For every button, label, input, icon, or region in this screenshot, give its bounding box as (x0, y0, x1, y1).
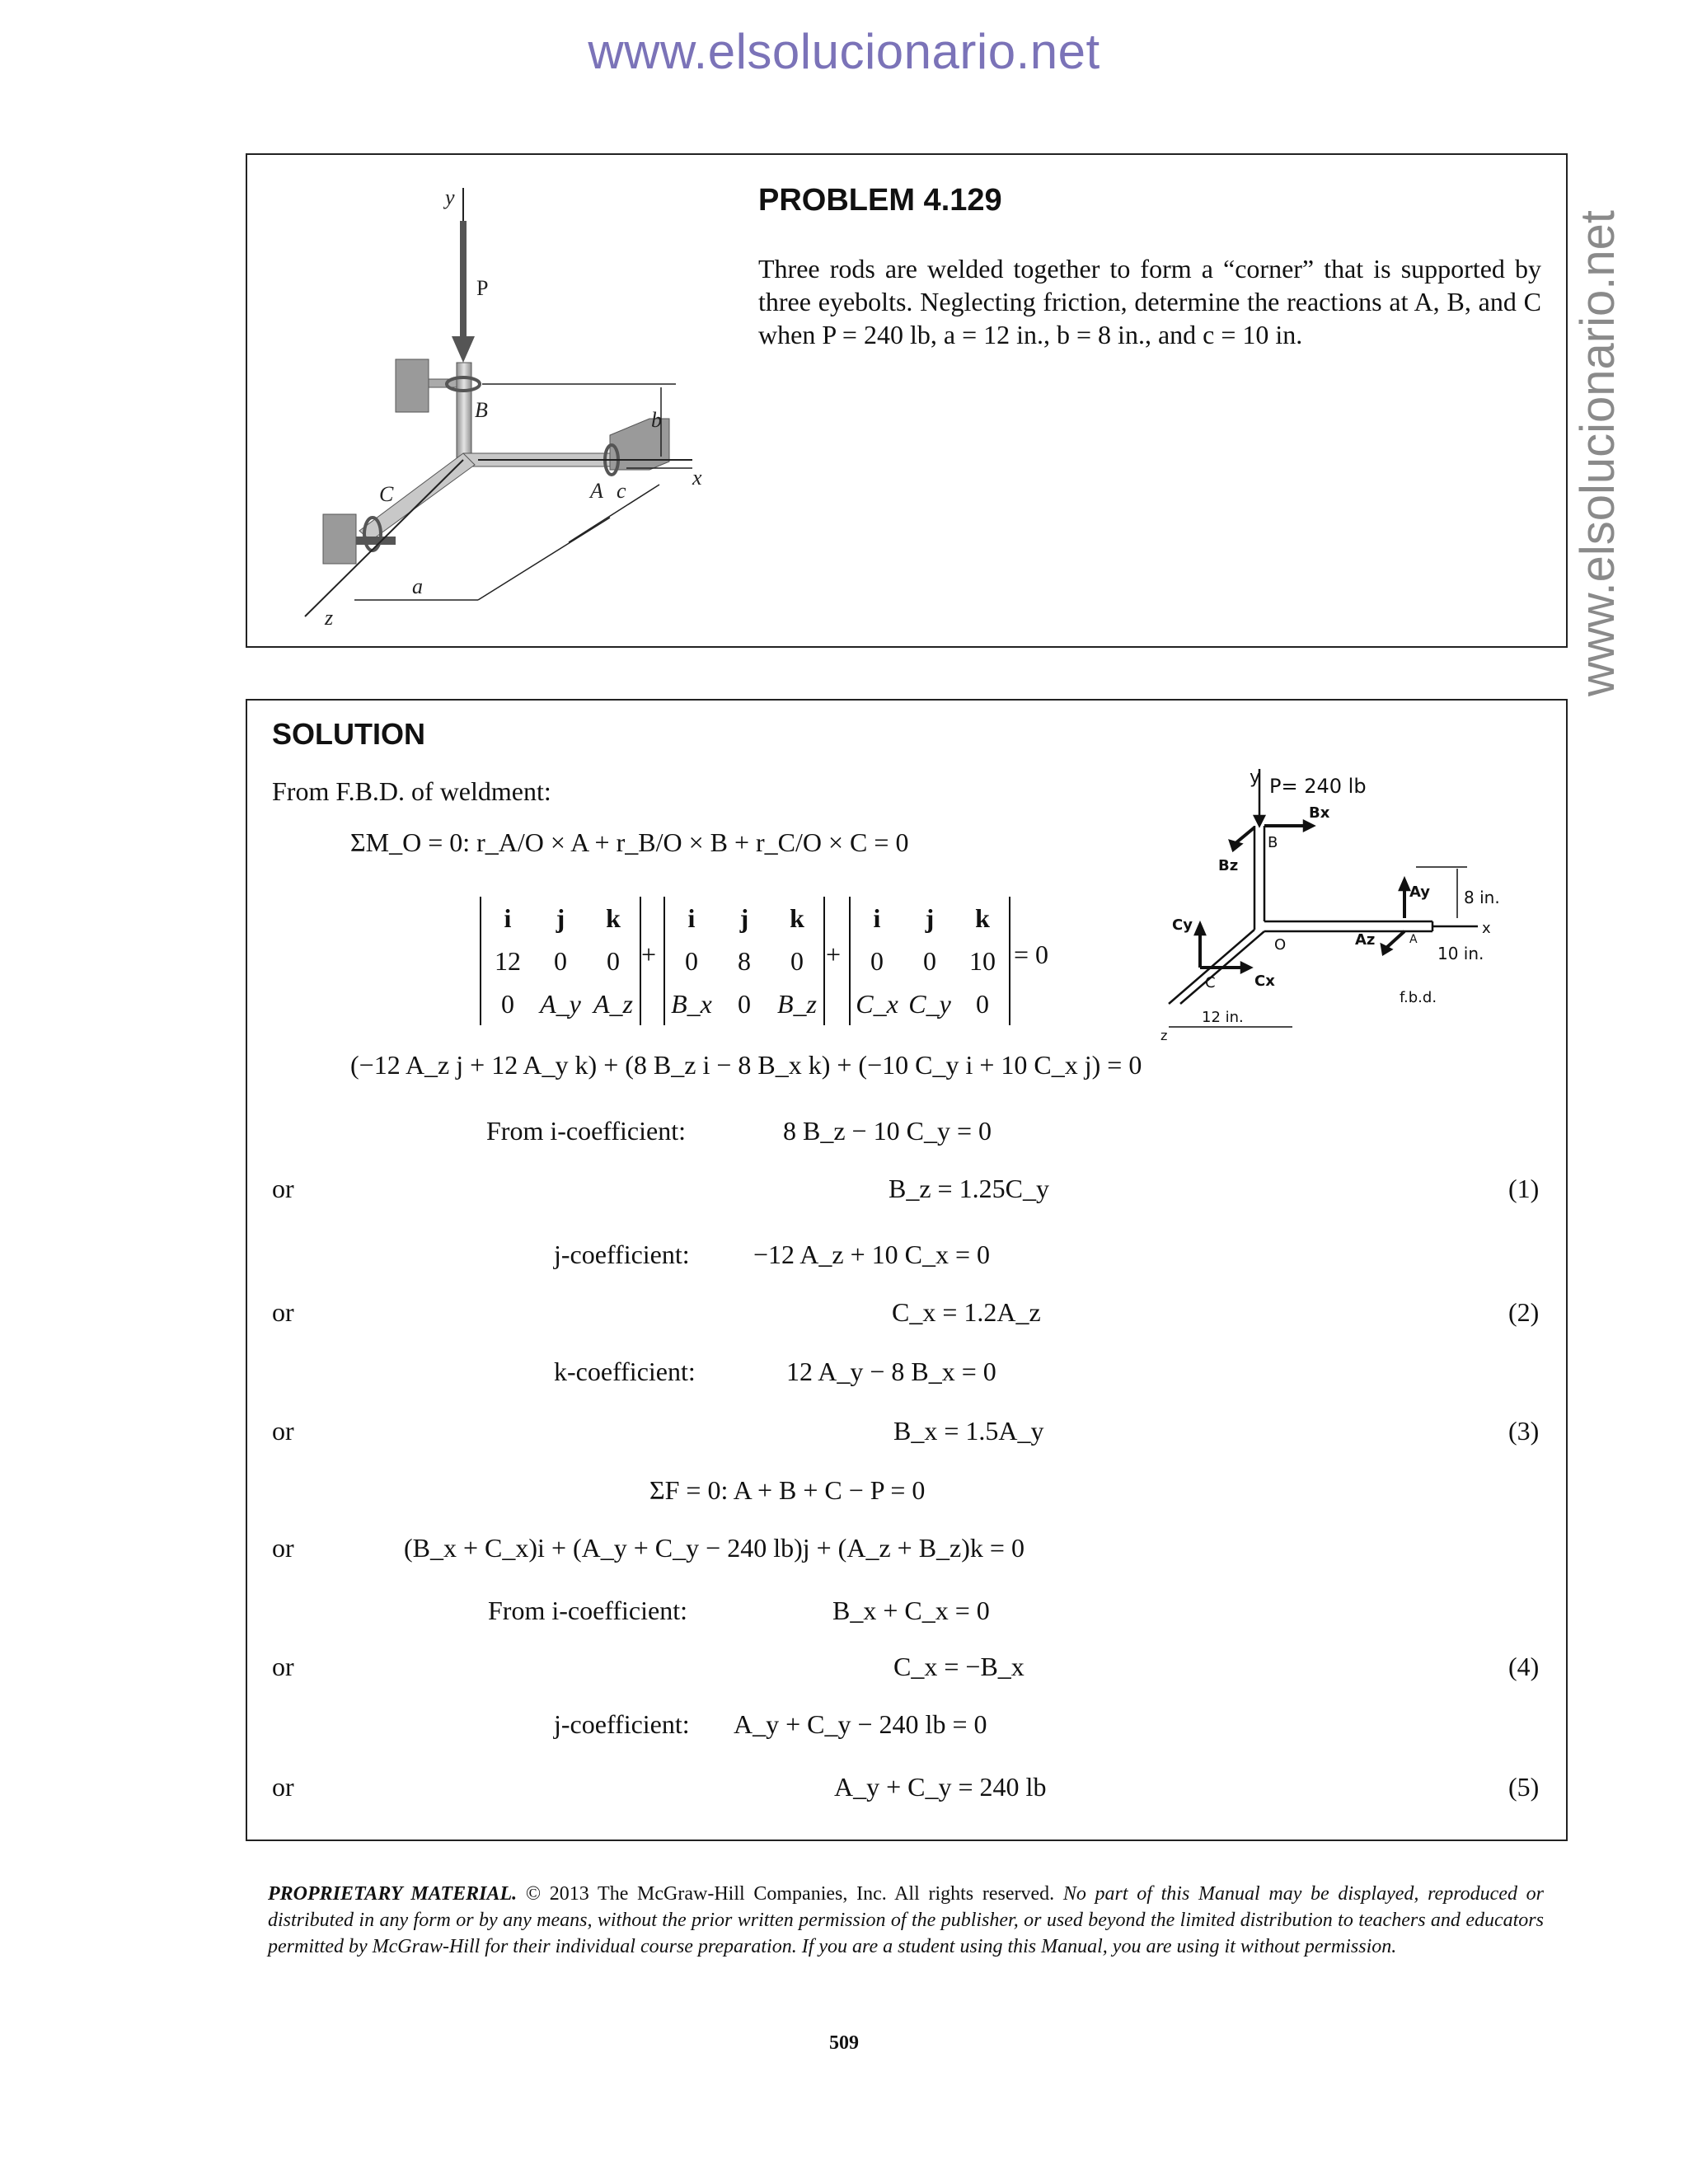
fbd-label-Cx: Cx (1254, 972, 1275, 990)
or-label: or (272, 1652, 294, 1681)
fig-label-A: A (590, 479, 603, 503)
footer-bold-lead: PROPRIETARY MATERIAL. (268, 1883, 518, 1905)
force-equation: ΣF = 0: A + B + C − P = 0 (649, 1475, 926, 1505)
solution-intro: From F.B.D. of weldment: (272, 776, 551, 806)
det1-cell: k (606, 902, 621, 933)
det1-cell: A_y (540, 988, 581, 1019)
or-label: or (272, 1174, 294, 1203)
watermark-side: www.elsolucionario.net (1571, 210, 1625, 696)
det3-cell: C_x (856, 988, 898, 1019)
det1-cell: 0 (607, 945, 620, 976)
det-op-2: + (826, 940, 842, 969)
step-label: k-coefficient: (554, 1357, 696, 1386)
det3-cell: k (975, 902, 990, 933)
det-op-1: + (641, 940, 657, 969)
det2-cell: i (687, 902, 696, 933)
step-label: From i-coefficient: (486, 1116, 686, 1146)
step-equation: (B_x + C_x)i + (A_y + C_y − 240 lb)j + (A_z + B_z)k = 0 (404, 1533, 1025, 1563)
fig-label-b: b (651, 408, 662, 432)
or-label: or (272, 1533, 294, 1563)
fbd-label-Cy: Cy (1172, 916, 1193, 934)
equation-number: (4) (1508, 1652, 1540, 1681)
det3-cell: 0 (923, 945, 936, 976)
det3-cell: C_y (908, 988, 951, 1019)
fbd-label-fbd: f.b.d. (1400, 989, 1437, 1006)
problem-figure (280, 171, 742, 633)
det2-cell: 0 (790, 945, 804, 976)
step-equation: C_x = 1.2A_z (892, 1297, 1041, 1327)
det3-cell: 10 (969, 945, 996, 976)
det1-cell: A_z (593, 988, 633, 1019)
det2-cell: 0 (738, 988, 751, 1019)
determinant-2 (663, 897, 825, 1025)
step-equation: B_z = 1.25C_y (889, 1174, 1049, 1203)
det1-cell: 0 (554, 945, 567, 976)
det2-cell: 0 (685, 945, 698, 976)
fbd-sketch (1152, 765, 1507, 1043)
fig-label-c: c (617, 479, 626, 503)
det1-cell: 12 (495, 945, 521, 976)
det2-cell: B_x (671, 988, 712, 1019)
det3-cell: 0 (870, 945, 884, 976)
problem-title: PROBLEM 4.129 (758, 183, 1002, 218)
step-equation: B_x = 1.5A_y (893, 1416, 1044, 1446)
fig-label-B: B (475, 398, 488, 422)
equation-number: (1) (1508, 1174, 1540, 1203)
step-equation: −12 A_z + 10 C_x = 0 (753, 1240, 991, 1269)
det2-cell: B_z (777, 988, 817, 1019)
equation-number: (3) (1508, 1416, 1540, 1446)
fbd-label-x: x (1482, 920, 1491, 937)
fig-label-x: x (692, 466, 702, 490)
footer-notice-text: No part of this Manual may be displayed, reproduced or distributed in any form or by any means, without the prior written permission of the publisher, or used beyond the limited distribution to teachers and educators permitted by McGraw-Hill for their individual course preparation. If you are a student using this Manual, you are using it without permission. (268, 1883, 1544, 1957)
step-label: j-coefficient: (554, 1240, 690, 1269)
det3-cell: 0 (976, 988, 989, 1019)
step-equation: C_x = −B_x (893, 1652, 1025, 1681)
step-equation: A_y + C_y − 240 lb = 0 (734, 1709, 987, 1739)
or-label: or (272, 1297, 294, 1327)
solution-box (246, 699, 1568, 1841)
equation-number: (2) (1508, 1297, 1540, 1327)
step-equation: 8 B_z − 10 C_y = 0 (783, 1116, 992, 1146)
footer-notice (268, 1881, 1544, 1960)
fig-label-a: a (412, 574, 423, 598)
det3-cell: j (925, 902, 935, 933)
det2-cell: j (739, 902, 749, 933)
step-label: j-coefficient: (554, 1709, 690, 1739)
footer-copyright: © 2013 The McGraw-Hill Companies, Inc. All rights reserved. (517, 1883, 1063, 1905)
step-label: From i-coefficient: (488, 1596, 687, 1625)
problem-box (246, 153, 1568, 648)
det-op-3: = 0 (1014, 940, 1049, 969)
or-label: or (272, 1772, 294, 1802)
det1-cell: j (556, 902, 565, 933)
or-label: or (272, 1416, 294, 1446)
step-equation: 12 A_y − 8 B_x = 0 (786, 1357, 996, 1386)
fbd-label-10in: 10 in. (1437, 944, 1484, 963)
fbd-label-O: O (1274, 936, 1287, 954)
moment-equation: ΣM_O = 0: r_A/O × A + r_B/O × B + r_C/O × C = 0 (350, 827, 909, 857)
det1-cell: 0 (501, 988, 514, 1019)
fbd-label-8in: 8 in. (1464, 888, 1500, 907)
fbd-label-A: A (1409, 933, 1418, 946)
problem-statement: Three rods are welded together to form a “corner” that is supported by three eyebolts. Neglecting friction, determine the reactions at A, B, and C when P = 240 lb, a = 12 in., b = 8 in., and c = 10 in. (758, 254, 1541, 349)
fig-label-P: P (476, 276, 489, 300)
determinant-1 (480, 897, 641, 1025)
det2-cell: k (790, 902, 804, 933)
fig-label-C: C (379, 482, 394, 506)
expanded-equation: (−12 A_z j + 12 A_y k) + (8 B_z i − 8 B_x k) + (−10 C_y i + 10 C_x j) = 0 (350, 1050, 1142, 1080)
solution-title: SOLUTION (272, 717, 425, 751)
watermark-top: www.elsolucionario.net (588, 24, 1100, 79)
page-number: 509 (829, 2032, 859, 2054)
det1-cell: i (504, 902, 512, 933)
det2-cell: 8 (738, 945, 751, 976)
fbd-label-Bz: Bz (1218, 857, 1239, 874)
fbd-label-P: P= 240 lb (1269, 775, 1367, 798)
determinant-3 (849, 897, 1010, 1025)
fbd-label-Az: Az (1355, 931, 1376, 949)
step-equation: A_y + C_y = 240 lb (834, 1772, 1047, 1802)
fbd-label-Bx: Bx (1309, 804, 1330, 822)
step-equation: B_x + C_x = 0 (832, 1596, 990, 1625)
fbd-label-Ay: Ay (1409, 883, 1431, 901)
fbd-label-y: y (1250, 767, 1261, 788)
fig-label-y: y (445, 185, 455, 209)
det3-cell: i (873, 902, 881, 933)
fbd-label-12in: 12 in. (1202, 1009, 1244, 1026)
fbd-label-z: z (1160, 1028, 1168, 1043)
fbd-label-C: C (1205, 974, 1216, 991)
equation-number: (5) (1508, 1772, 1540, 1802)
fbd-label-B: B (1268, 834, 1278, 851)
fig-label-z: z (325, 606, 334, 630)
